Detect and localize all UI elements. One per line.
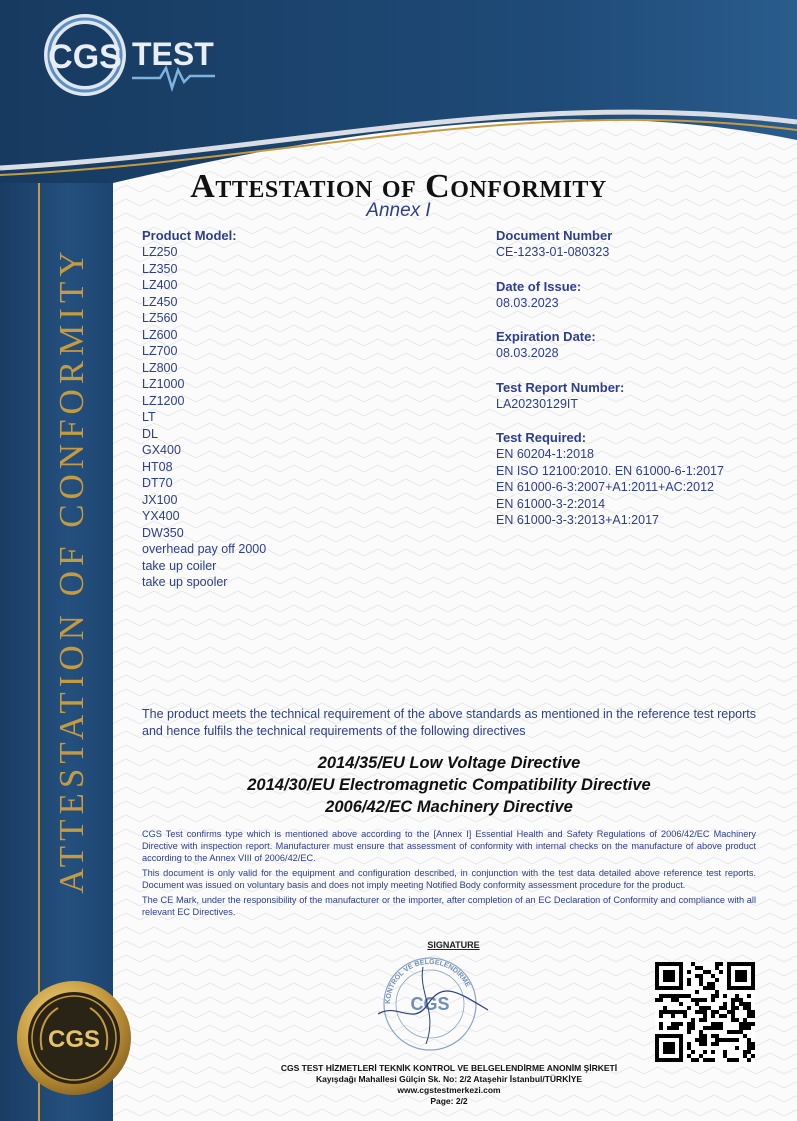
product-model-item: LZ250 (142, 245, 178, 259)
product-model-item: take up spooler (142, 575, 228, 589)
standard-item: EN 61000-3-2:2014 (496, 496, 606, 511)
fine-print (142, 828, 756, 921)
product-model-item: DT70 (142, 476, 173, 490)
product-model-item: LZ800 (142, 360, 178, 375)
product-model-item: YX400 (142, 509, 180, 523)
product-model-item: LZ400 (142, 278, 178, 292)
standards-list (496, 446, 786, 529)
document-details-section (496, 228, 786, 547)
seal-letters: CGS (47, 1026, 101, 1053)
product-models-section (142, 228, 442, 591)
signature-label: SIGNATURE (427, 940, 480, 950)
product-model-label: Product Model: (142, 228, 237, 243)
conformity-statement: The product meets the technical requirement of the above standards as mentioned in the reference test reports and hence fulfils the technical requirements of the following directives (142, 707, 756, 738)
document-number-label: Document Number (496, 228, 613, 243)
product-model-list (142, 244, 442, 591)
gold-seal (14, 978, 134, 1103)
product-model-item: LZ560 (142, 311, 178, 325)
standard-item: EN 61000-6-3:2007+A1:2011+AC:2012 (496, 480, 714, 494)
date-of-issue-value: 08.03.2023 (496, 295, 559, 310)
expiration-date-value: 08.03.2028 (496, 346, 559, 360)
standard-item: EN ISO 12100:2010. EN 61000-6-1:2017 (496, 463, 724, 478)
test-report-value: LA20230129IT (496, 396, 579, 411)
standard-item: EN 60204-1:2018 (496, 447, 594, 461)
fine-print-paragraph: The CE Mark, under the responsibility of the manufacturer or the importer, after completion of an EC Declaration of Conformity and compliance with all relevant EC Directives. (142, 895, 756, 917)
directives-list (142, 752, 756, 818)
product-model-item: DL (142, 426, 158, 441)
product-model-item: LZ600 (142, 327, 178, 342)
test-report-label: Test Report Number: (496, 379, 625, 395)
standard-item: EN 61000-3-3:2013+A1:2017 (496, 513, 659, 527)
footer (142, 1063, 756, 1107)
qr-code[interactable] (655, 962, 755, 1067)
logo-letters: CGS (48, 38, 122, 76)
directive-item: 2014/30/EU Electromagnetic Compatibility Directive (247, 776, 651, 794)
document-subtitle: Annex I (366, 200, 431, 221)
document-number-value: CE-1233-01-080323 (496, 245, 610, 259)
date-of-issue-label: Date of Issue: (496, 278, 582, 294)
product-model-item: overhead pay off 2000 (142, 542, 267, 556)
product-model-item: LZ1000 (142, 377, 185, 391)
directive-item: 2006/42/EC Machinery Directive (325, 798, 573, 816)
footer-address: Kayışdağı Mahallesi Gülçin Sk. No: 2/2 Ataşehir İstanbul/TÜRKİYE (315, 1074, 583, 1084)
logo-word: TEST (132, 36, 214, 72)
product-model-item: JX100 (142, 492, 178, 507)
product-model-item: HT08 (142, 459, 173, 474)
expiration-date-label: Expiration Date: (496, 329, 596, 344)
stamp-letters: CGS (410, 994, 450, 1014)
directive-item: 2014/35/EU Low Voltage Directive (317, 754, 581, 772)
product-model-item: LT (142, 410, 156, 424)
product-model-item: LZ700 (142, 344, 178, 358)
test-required-label: Test Required: (496, 430, 587, 445)
sidebar-vertical-text: ATTESTATION OF CONFORMITY (52, 246, 91, 894)
footer-website[interactable]: www.cgstestmerkezi.com (397, 1085, 501, 1095)
cgs-test-logo (40, 10, 230, 110)
product-model-item: LZ350 (142, 261, 178, 276)
product-model-item: LZ1200 (142, 393, 185, 408)
footer-company: CGS TEST HİZMETLERİ TEKNİK KONTROL VE BELGELENDİRME ANONİM ŞİRKETİ (280, 1063, 618, 1073)
product-model-item: take up coiler (142, 558, 217, 573)
signature-stamp (368, 952, 498, 1057)
fine-print-paragraph: This document is only valid for the equipment and configuration described, in conjunction with the test data detailed above reference test reports. Document was issued on voluntary basis and does not imply meeting Notified Body conformity assessment procedure for the product. (142, 868, 756, 890)
product-model-item: GX400 (142, 443, 181, 457)
footer-page-number: Page: 2/2 (430, 1096, 468, 1106)
product-model-item: LZ450 (142, 294, 178, 309)
product-model-item: DW350 (142, 525, 184, 540)
fine-print-paragraph: CGS Test confirms type which is mentioned above according to the [Annex I] Essential Health and Safety Regulations of 2006/42/EC Machinery Directive with inspection report. Manufacturer must ensure that assessment of conformity with internal checks on the manufacture of above product according to the Annex VIII of 2006/42/EC. (142, 829, 756, 863)
document-title: Attestation of Conformity (190, 168, 607, 205)
stamp-text: KONTROL VE BELGELENDİRME (384, 958, 471, 1005)
